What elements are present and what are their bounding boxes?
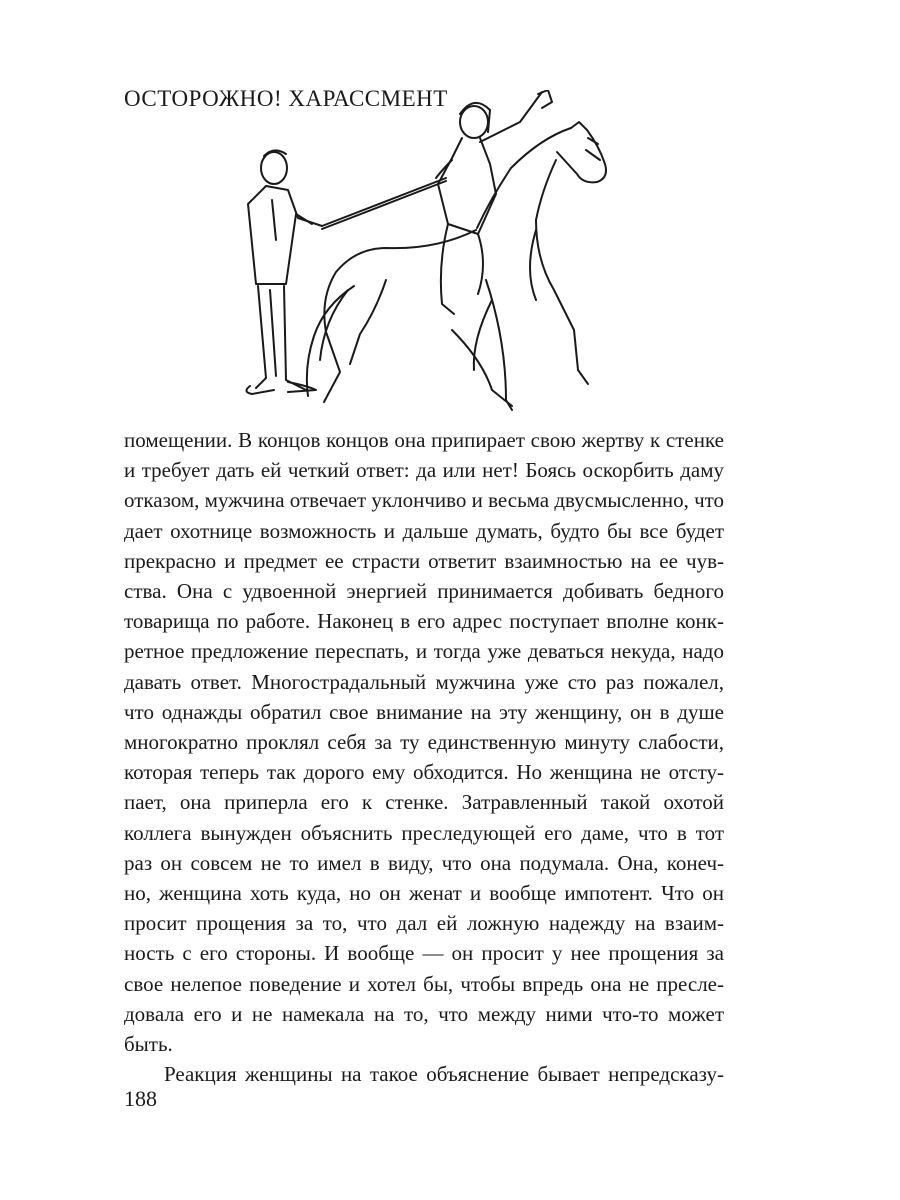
text-line: которая теперь так дорого ему обходится. Но женщина не отсту- [124, 760, 724, 785]
body-text [124, 425, 724, 1089]
text-line: пает, она приперла его к стенке. Затравленный такой охотой [124, 790, 724, 815]
text-line: просит прощения за то, что дал ей ложную надежду на взаим- [124, 911, 724, 936]
text-line: дает охотнице возможность и дальше думать, будто бы все будет [124, 518, 724, 543]
text-line: раз он совсем не то имел в виду, что она подумала. Она, конеч- [124, 850, 724, 875]
running-head: ОСТОРОЖНО! ХАРАССМЕНТ [124, 86, 448, 111]
text-line: отказом, мужчина отвечает уклончиво и весьма двусмысленно, что [124, 488, 725, 513]
text-line: Реакция женщины на такое объяснение бывает непредсказу- [164, 1062, 724, 1087]
text-line: и требует дать ей четкий ответ: да или нет! Боясь оскорбить даму [124, 458, 724, 483]
man-leading-horse-with-woman-rider-illustration [236, 90, 616, 430]
lead-rope-2 [322, 181, 446, 229]
text-line: быть. [124, 1032, 173, 1057]
text-line: ства. Она с удвоенной энергией принимается добивать бедного [124, 579, 724, 604]
lead-rope [322, 178, 446, 226]
text-line: товарища по работе. Наконец в его адрес поступает вполне конк- [124, 609, 724, 634]
text-line: что однажды обратил свое внимание на эту женщину, он в душе [124, 699, 724, 724]
text-line: свое нелепое поведение и хотел бы, чтобы впредь она не пресле- [124, 971, 724, 996]
text-line: но, женщина хоть куда, но он женат и вообще импотент. Что он [124, 881, 724, 906]
text-line: довала его и не намекала на то, что между ними что-то может [124, 1001, 724, 1026]
text-line: прекрасно и предмет ее страсти ответит взаимностью на ее чув- [124, 548, 724, 573]
text-line: давать ответ. Многострадальный мужчина уже сто раз пожалел, [124, 669, 724, 694]
text-line: коллега вынужден объяснить преследующей его даме, что в тот [124, 820, 724, 845]
horse-figure [307, 122, 606, 410]
text-line: ность с его стороны. И вообще — он просит у нее прощения за [124, 941, 724, 966]
page-number: 188 [124, 1086, 157, 1111]
text-line: многократно проклял себя за ту единственную минуту слабости, [124, 730, 724, 755]
man-figure [246, 150, 322, 394]
text-line: помещении. В концов концов она припирает свою жертву к стенке [124, 428, 724, 452]
text-line: ретное предложение переспать, и тогда уже деваться некуда, надо [124, 639, 724, 664]
woman-rider-figure [436, 90, 552, 314]
